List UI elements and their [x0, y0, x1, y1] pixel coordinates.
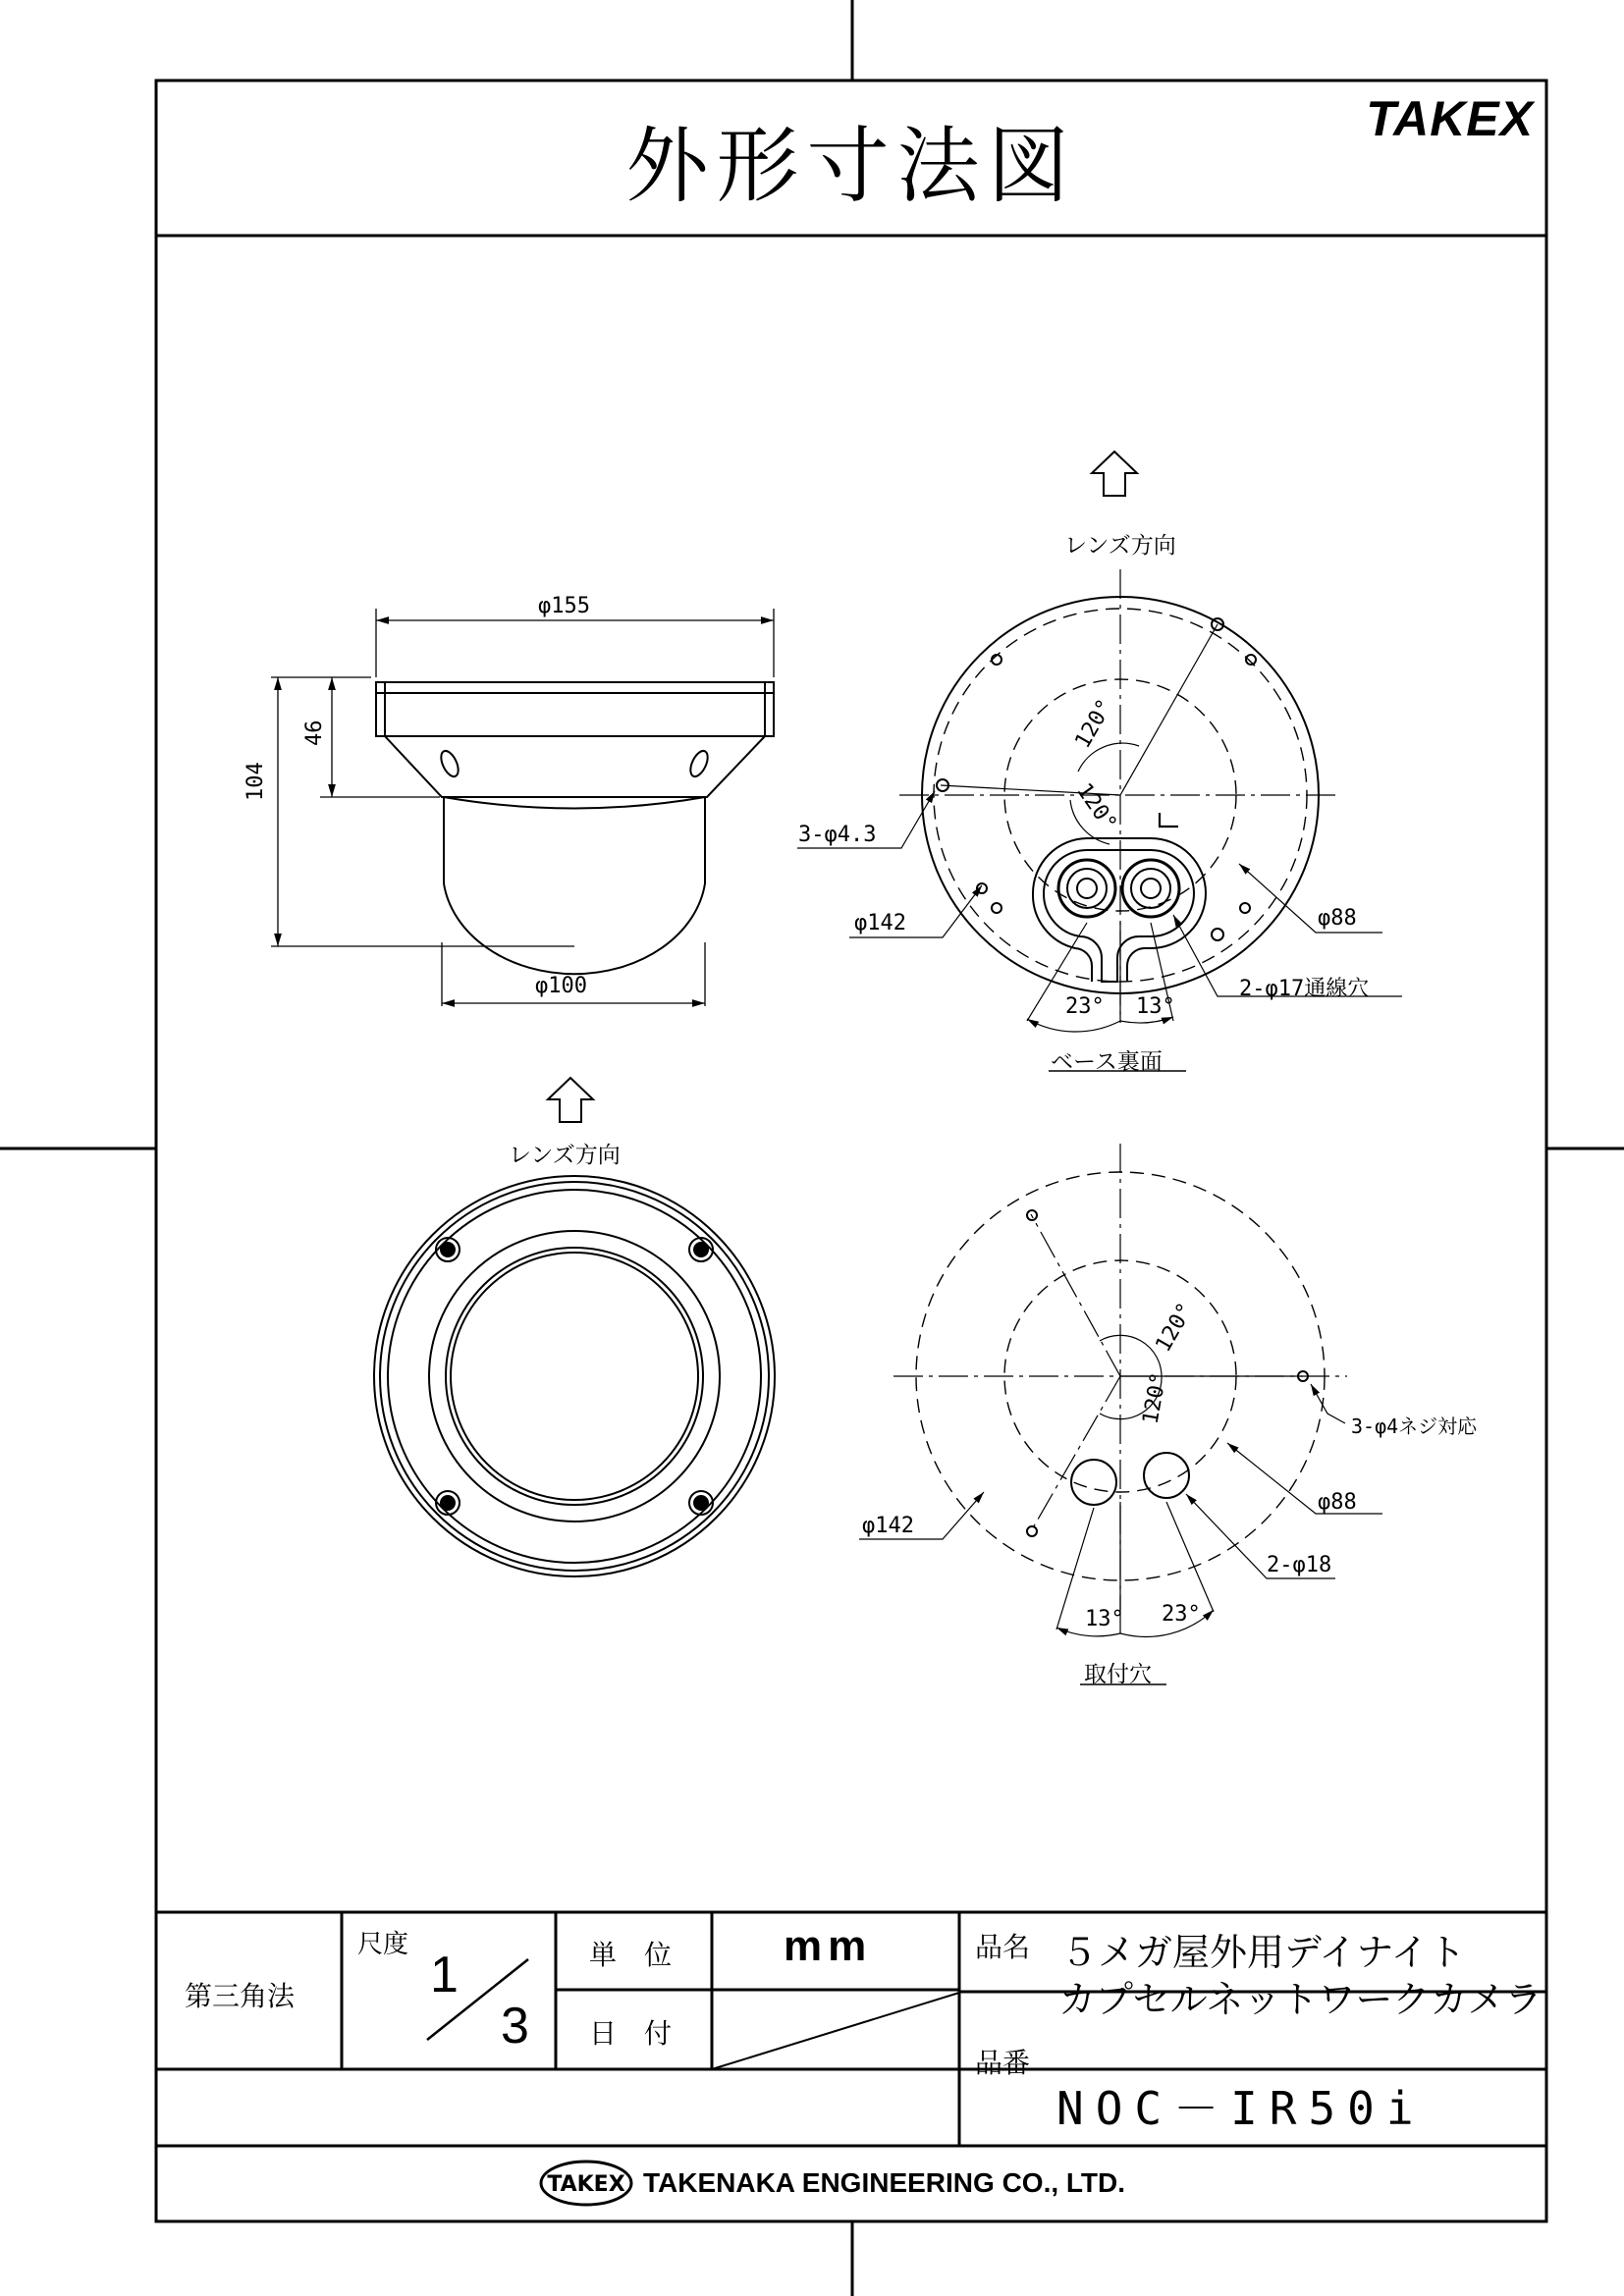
date-label: 日 付 — [589, 2017, 673, 2050]
company-logo: TAKEX — [547, 2172, 625, 2197]
dim-dome-diameter: φ100 — [535, 974, 587, 998]
mount-holes-caption: 取付穴 — [1084, 1662, 1152, 1687]
base-inner-diameter: φ88 — [1318, 906, 1357, 931]
base-angle-left: 23° — [1065, 994, 1105, 1019]
mount-holes-label: 2-φ18 — [1267, 1553, 1332, 1577]
dim-base-height: 46 — [302, 720, 327, 746]
base-angle-a: 120° — [1070, 695, 1118, 753]
side-view-drawing — [271, 609, 774, 1006]
mount-angle-a: 120° — [1151, 1299, 1199, 1357]
base-angle-b: 120° — [1071, 778, 1121, 836]
mount-holes-drawing — [859, 1144, 1382, 1684]
dim-total-height: 104 — [244, 762, 268, 801]
part-number-label: 品番 — [975, 2047, 1031, 2079]
unit-value: mm — [784, 1922, 873, 1970]
base-holes-label: 3-φ4.3 — [798, 823, 877, 847]
mount-outer-diameter: φ142 — [862, 1514, 914, 1538]
mount-screw-label: 3-φ4ネジ対応 — [1351, 1415, 1478, 1438]
product-name-label: 品名 — [975, 1931, 1031, 1963]
product-name-line1: ５メガ屋外用デイナイト — [1060, 1931, 1466, 1974]
brand-logo: TAKEX — [1366, 91, 1534, 146]
mount-inner-diameter: φ88 — [1318, 1490, 1357, 1515]
product-name-line2: カプセルネットワークカメラ — [1058, 1978, 1543, 2021]
company-name: TAKENAKA ENGINEERING CO., LTD. — [643, 2167, 1126, 2198]
scale-label: 尺度 — [357, 1930, 409, 1959]
lens-arrow-top — [1092, 452, 1137, 496]
mount-angle-b: 120° — [1138, 1370, 1172, 1426]
scale-numerator: 1 — [430, 1947, 459, 2003]
scale-denominator: 3 — [501, 1998, 529, 2055]
unit-label: 単 位 — [589, 1939, 673, 1971]
base-angle-right: 13° — [1136, 994, 1175, 1019]
lens-arrow-left — [548, 1078, 593, 1122]
lens-direction-label-left: レンズ方向 — [509, 1143, 621, 1168]
front-view-drawing — [374, 1176, 775, 1576]
projection-method: 第三角法 — [185, 1980, 296, 2012]
base-outer-diameter: φ142 — [854, 911, 906, 935]
part-number: NOC－IR50i — [1056, 2082, 1426, 2135]
lens-direction-label-top: レンズ方向 — [1064, 533, 1176, 559]
dim-top-diameter: φ155 — [538, 594, 590, 618]
base-wire-holes-label: 2-φ17通線穴 — [1239, 977, 1370, 1001]
page-title: 外形寸法図 — [625, 117, 1078, 214]
base-back-caption: ベース裏面 — [1051, 1049, 1163, 1075]
mount-angle-left: 13° — [1085, 1607, 1124, 1631]
sheet-border — [156, 80, 1546, 2221]
mount-angle-right: 23° — [1162, 1602, 1201, 1627]
